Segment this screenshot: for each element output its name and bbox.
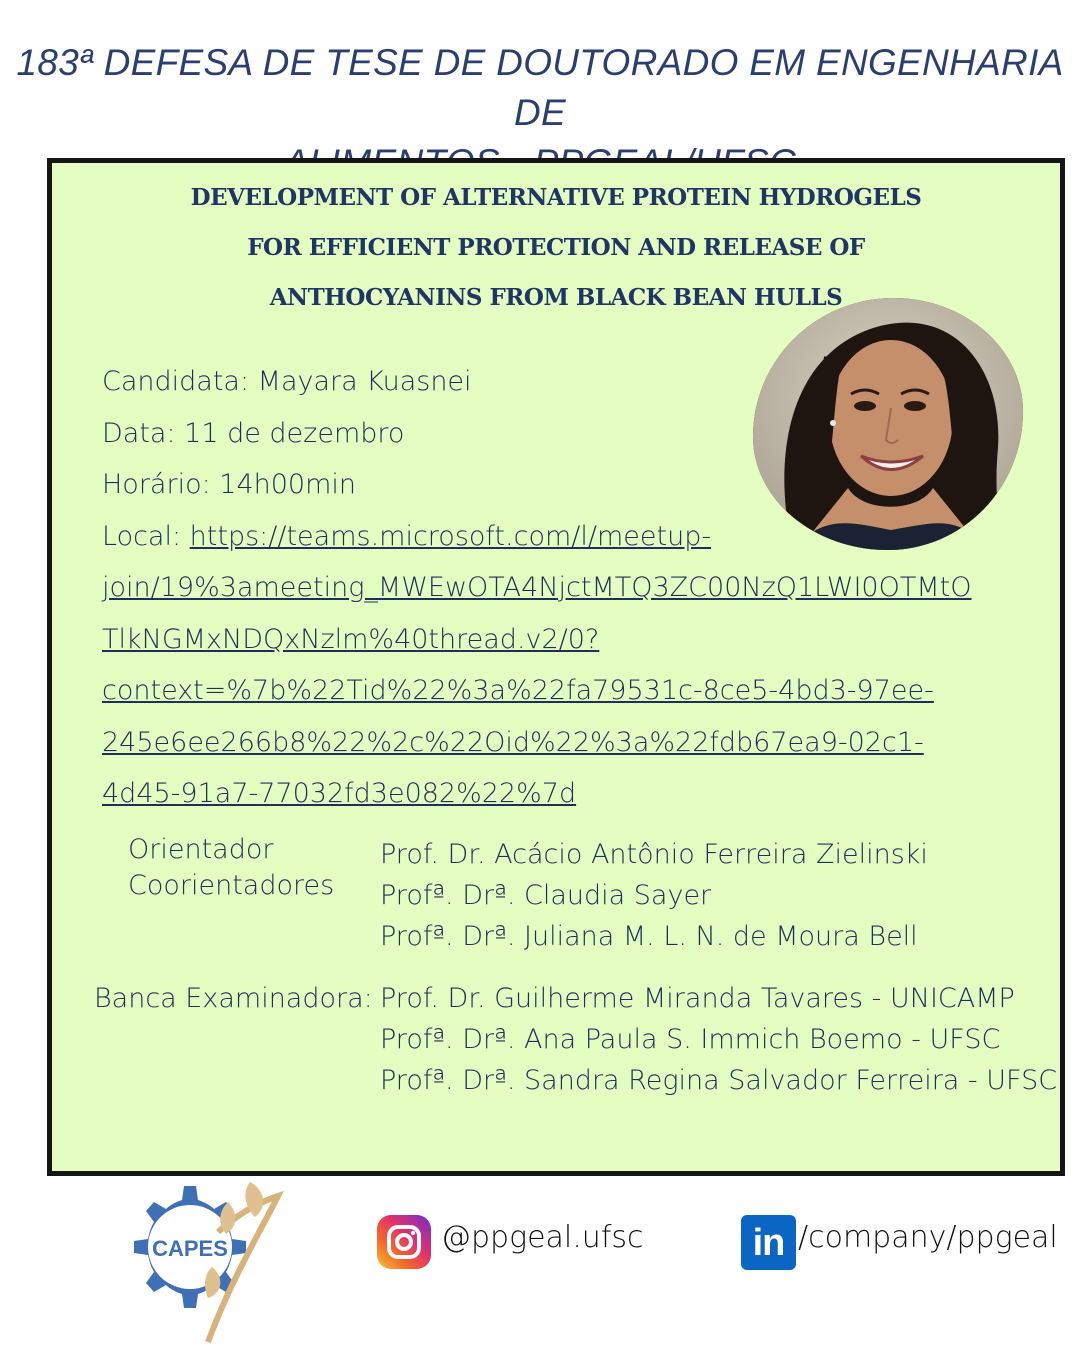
linkedin-icon[interactable]: in — [741, 1215, 796, 1270]
orientador-label: Orientador — [128, 834, 274, 865]
thesis-title-line: FOR EFFICIENT PROTECTION AND RELEASE OF — [247, 234, 865, 261]
linkedin-path[interactable]: /company/ppgeal — [798, 1220, 1058, 1255]
event-location — [102, 511, 1022, 563]
committee-member: Profª. Drª. Ana Paula S. Immich Boemo - UFSC — [380, 1024, 1001, 1055]
meeting-link[interactable]: 245e6ee266b8%22%2c%22Oid%22%3a%22fdb67ea9-02c1- — [102, 726, 924, 758]
advisor-name: Prof. Dr. Acácio Antônio Ferreira Zielinski — [380, 839, 928, 870]
instagram-icon[interactable] — [377, 1215, 431, 1269]
thesis-title-line: DEVELOPMENT OF ALTERNATIVE PROTEIN HYDROGELS — [190, 184, 922, 211]
advisor-name: Profª. Drª. Claudia Sayer — [380, 880, 712, 911]
thesis-title-line: ANTHOCYANINS FROM BLACK BEAN HULLS — [269, 284, 843, 311]
advisor-name: Profª. Drª. Juliana M. L. N. de Moura Bell — [380, 921, 918, 952]
meeting-link[interactable]: context=%7b%22Tid%22%3a%22fa79531c-8ce5-4bd3-97ee- — [102, 675, 934, 706]
instagram-glyph — [377, 1215, 431, 1269]
event-time: Horário: 14h00min — [102, 469, 357, 500]
meeting-link[interactable]: https://teams.microsoft.com/l/meetup- — [189, 520, 712, 552]
committee-label: Banca Examinadora: — [94, 983, 373, 1014]
candidate-name: Candidata: Mayara Kuasnei — [102, 366, 472, 397]
coorientadores-label: Coorientadores — [128, 870, 335, 901]
capes-label: CAPES — [152, 1236, 228, 1261]
committee-member: Prof. Dr. Guilherme Miranda Tavares - UNICAMP — [380, 983, 1015, 1014]
capes-logo — [100, 1172, 290, 1347]
advisor-labels — [128, 832, 334, 904]
meeting-link[interactable]: 4d45-91a7-77032fd3e082%22%7d — [102, 778, 577, 809]
event-date: Data: 11 de dezembro — [102, 417, 405, 449]
committee-names — [380, 978, 1057, 1101]
event-card — [47, 158, 1065, 1176]
meeting-link[interactable]: join/19%3ameeting_MWEwOTA4NjctMTQ3ZC00NzQ1LWI0OTMtO — [102, 572, 972, 603]
header-line-1: 183ª DEFESA DE TESE DE DOUTORADO EM ENGENHARIA DE — [16, 42, 1064, 133]
advisor-names — [380, 834, 928, 957]
committee-member: Profª. Drª. Sandra Regina Salvador Ferreira - UFSC — [380, 1065, 1058, 1096]
location-label: Local: — [102, 520, 190, 552]
meeting-link[interactable]: TlkNGMxNDQxNzlm%40thread.v2/0? — [102, 623, 600, 655]
instagram-handle[interactable]: @ppgeal.ufsc — [441, 1220, 644, 1255]
event-details — [102, 356, 1022, 820]
